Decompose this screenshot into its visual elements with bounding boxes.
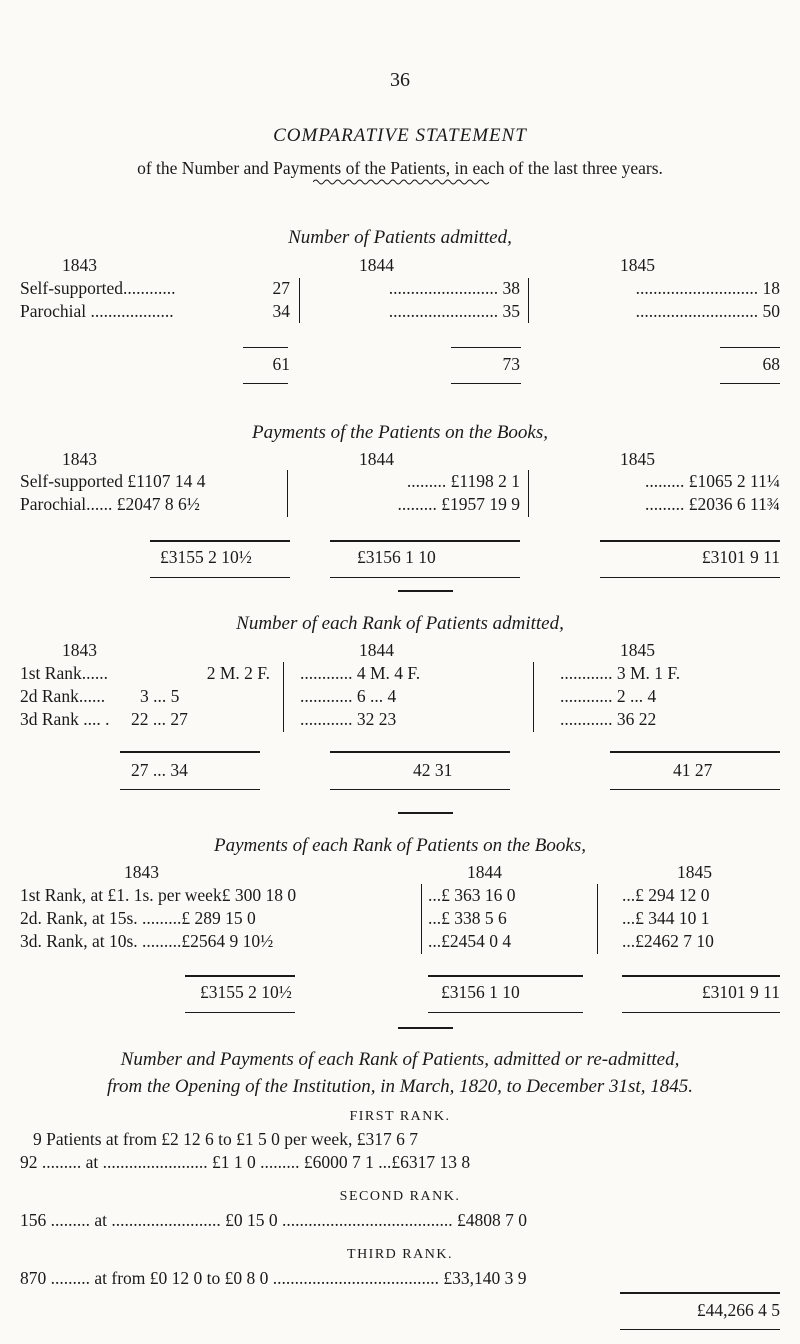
row-label: 3d Rank .... . <box>20 709 110 729</box>
sum-rule <box>600 577 780 578</box>
year-1845: 1845 <box>620 449 655 469</box>
column-rule <box>283 662 284 732</box>
total-value: 68 <box>762 354 780 374</box>
column-rule <box>287 470 288 517</box>
year-1845: 1845 <box>620 255 655 275</box>
year-1844: 1844 <box>467 862 502 882</box>
row-value: 3 ... 5 <box>140 686 180 706</box>
sum-rule <box>120 751 260 753</box>
row-value: ............ 3 M. 1 F. <box>560 663 681 683</box>
year-1845: 1845 <box>620 640 655 660</box>
sum-rule <box>330 540 520 542</box>
row-value: ......... £1957 19 9 <box>397 494 520 514</box>
row-value: ......... £2036 6 11¾ <box>645 494 780 514</box>
sum-rule <box>622 1012 780 1013</box>
sum-rule <box>720 383 780 384</box>
row-label: 2d. Rank, at 15s. .........£ 289 15 0 <box>20 908 256 928</box>
third-rank-line: 870 ......... at from £0 12 0 to £0 8 0 ...................................... £33,140 3 9 <box>20 1268 527 1288</box>
sum-rule <box>185 1012 295 1013</box>
total-value: 42 31 <box>413 760 453 780</box>
row-label: Self-supported £1107 14 4 <box>20 471 206 491</box>
column-rule <box>528 278 529 323</box>
row-value: ...£ 294 12 0 <box>622 885 710 905</box>
total-value: 61 <box>272 354 290 374</box>
third-rank-heading: THIRD RANK. <box>347 1247 453 1262</box>
total-value: £3156 1 10 <box>357 547 436 567</box>
ornament-rule <box>398 1027 453 1029</box>
total-value: £3155 2 10½ <box>200 982 292 1002</box>
page-number: 36 <box>390 69 410 91</box>
year-1843: 1843 <box>62 449 97 469</box>
row-label: Self-supported............ <box>20 278 176 298</box>
row-value: ......... £1198 2 1 <box>406 471 520 491</box>
sum-rule <box>451 347 521 348</box>
row-value: ...£2454 0 4 <box>428 931 512 951</box>
column-rule <box>421 884 422 954</box>
row-value: ............ 6 ... 4 <box>300 686 397 706</box>
total-value: 27 ... 34 <box>131 760 188 780</box>
first-rank-line: 9 Patients at from £2 12 6 to £1 5 0 per week, £317 6 7 <box>33 1129 418 1149</box>
column-rule <box>597 884 598 954</box>
row-value: 22 ... 27 <box>131 709 188 729</box>
sum-rule <box>330 789 510 790</box>
row-value: ...£ 338 5 6 <box>428 908 507 928</box>
year-1845: 1845 <box>677 862 712 882</box>
page-title: COMPARATIVE STATEMENT <box>273 125 527 146</box>
sum-rule <box>620 1329 780 1330</box>
sum-rule <box>428 975 583 977</box>
sum-rule <box>243 383 288 384</box>
sum-rule <box>243 347 288 348</box>
sum-rule <box>622 975 780 977</box>
row-label: 1st Rank...... <box>20 663 108 683</box>
row-label: 1st Rank, at £1. 1s. per week£ 300 18 0 <box>20 885 297 905</box>
row-label: Parochial ................... <box>20 301 174 321</box>
sum-rule <box>610 751 780 753</box>
sum-rule <box>620 1292 780 1294</box>
row-value: ......... £1065 2 11¼ <box>645 471 780 491</box>
total-value: 41 27 <box>673 760 713 780</box>
section-heading-rank-admitted: Number of each Rank of Patients admitted, <box>236 613 564 634</box>
wavy-divider-ornament <box>313 177 489 187</box>
grand-total: £44,266 4 5 <box>696 1300 780 1320</box>
sum-rule <box>150 540 290 542</box>
second-rank-line: 156 ......... at ......................... £0 15 0 ....................................... £4808 7 0 <box>20 1210 528 1230</box>
row-value: ............ 4 M. 4 F. <box>300 663 421 683</box>
year-1844: 1844 <box>359 255 394 275</box>
row-value: ......................... 35 <box>388 301 520 321</box>
row-value: ...£ 363 16 0 <box>428 885 516 905</box>
row-value: 27 <box>272 278 290 298</box>
second-rank-heading: SECOND RANK. <box>339 1189 461 1204</box>
sum-rule <box>451 383 521 384</box>
sum-rule <box>330 577 520 578</box>
row-label: Parochial...... £2047 8 6½ <box>20 494 200 514</box>
total-value: 73 <box>502 354 520 374</box>
total-value: £3101 9 11 <box>701 547 780 567</box>
column-rule <box>299 278 300 323</box>
section-heading-since-opening-line2: from the Opening of the Institution, in March, 1820, to December 31st, 1845. <box>107 1076 693 1097</box>
section-heading-patients-admitted: Number of Patients admitted, <box>288 227 512 248</box>
sum-rule <box>150 577 290 578</box>
year-1843: 1843 <box>62 255 97 275</box>
row-value: ............ 32 23 <box>300 709 397 729</box>
year-1843: 1843 <box>124 862 159 882</box>
total-value: £3101 9 11 <box>701 982 780 1002</box>
section-heading-rank-payments: Payments of each Rank of Patients on the Books, <box>214 835 586 856</box>
sum-rule <box>185 975 295 977</box>
first-rank-heading: FIRST RANK. <box>349 1109 451 1124</box>
sum-rule <box>720 347 780 348</box>
row-label: 2d Rank...... <box>20 686 106 706</box>
row-value: 2 M. 2 F. <box>206 663 270 683</box>
row-label: 3d. Rank, at 10s. .........£2564 9 10½ <box>20 931 274 951</box>
row-value: ...£2462 7 10 <box>622 931 714 951</box>
row-value: ...£ 344 10 1 <box>622 908 710 928</box>
total-value: £3156 1 10 <box>441 982 520 1002</box>
row-value: ............................ 50 <box>635 301 780 321</box>
sum-rule <box>610 789 780 790</box>
sum-rule <box>428 1012 583 1013</box>
ornament-rule <box>398 590 453 592</box>
row-value: ......................... 38 <box>388 278 520 298</box>
sum-rule <box>120 789 260 790</box>
first-rank-line: 92 ......... at ........................ £1 1 0 ......... £6000 7 1 ...£6317 13 8 <box>20 1152 471 1172</box>
total-value: £3155 2 10½ <box>160 547 252 567</box>
row-value: ............................ 18 <box>635 278 780 298</box>
year-1843: 1843 <box>62 640 97 660</box>
row-value: ............ 36 22 <box>560 709 657 729</box>
row-value: 34 <box>272 301 290 321</box>
ornament-rule <box>398 812 453 814</box>
section-heading-payments: Payments of the Patients on the Books, <box>251 422 549 443</box>
sum-rule <box>600 540 780 542</box>
section-heading-since-opening: Number and Payments of each Rank of Patients, admitted or re-admitted, <box>120 1049 680 1070</box>
row-value: ............ 2 ... 4 <box>560 686 657 706</box>
column-rule <box>533 662 534 732</box>
column-rule <box>528 470 529 517</box>
sum-rule <box>330 751 510 753</box>
year-1844: 1844 <box>359 449 394 469</box>
year-1844: 1844 <box>359 640 394 660</box>
page-subtitle: of the Number and Payments of the Patients, in each of the last three years. <box>137 158 663 178</box>
